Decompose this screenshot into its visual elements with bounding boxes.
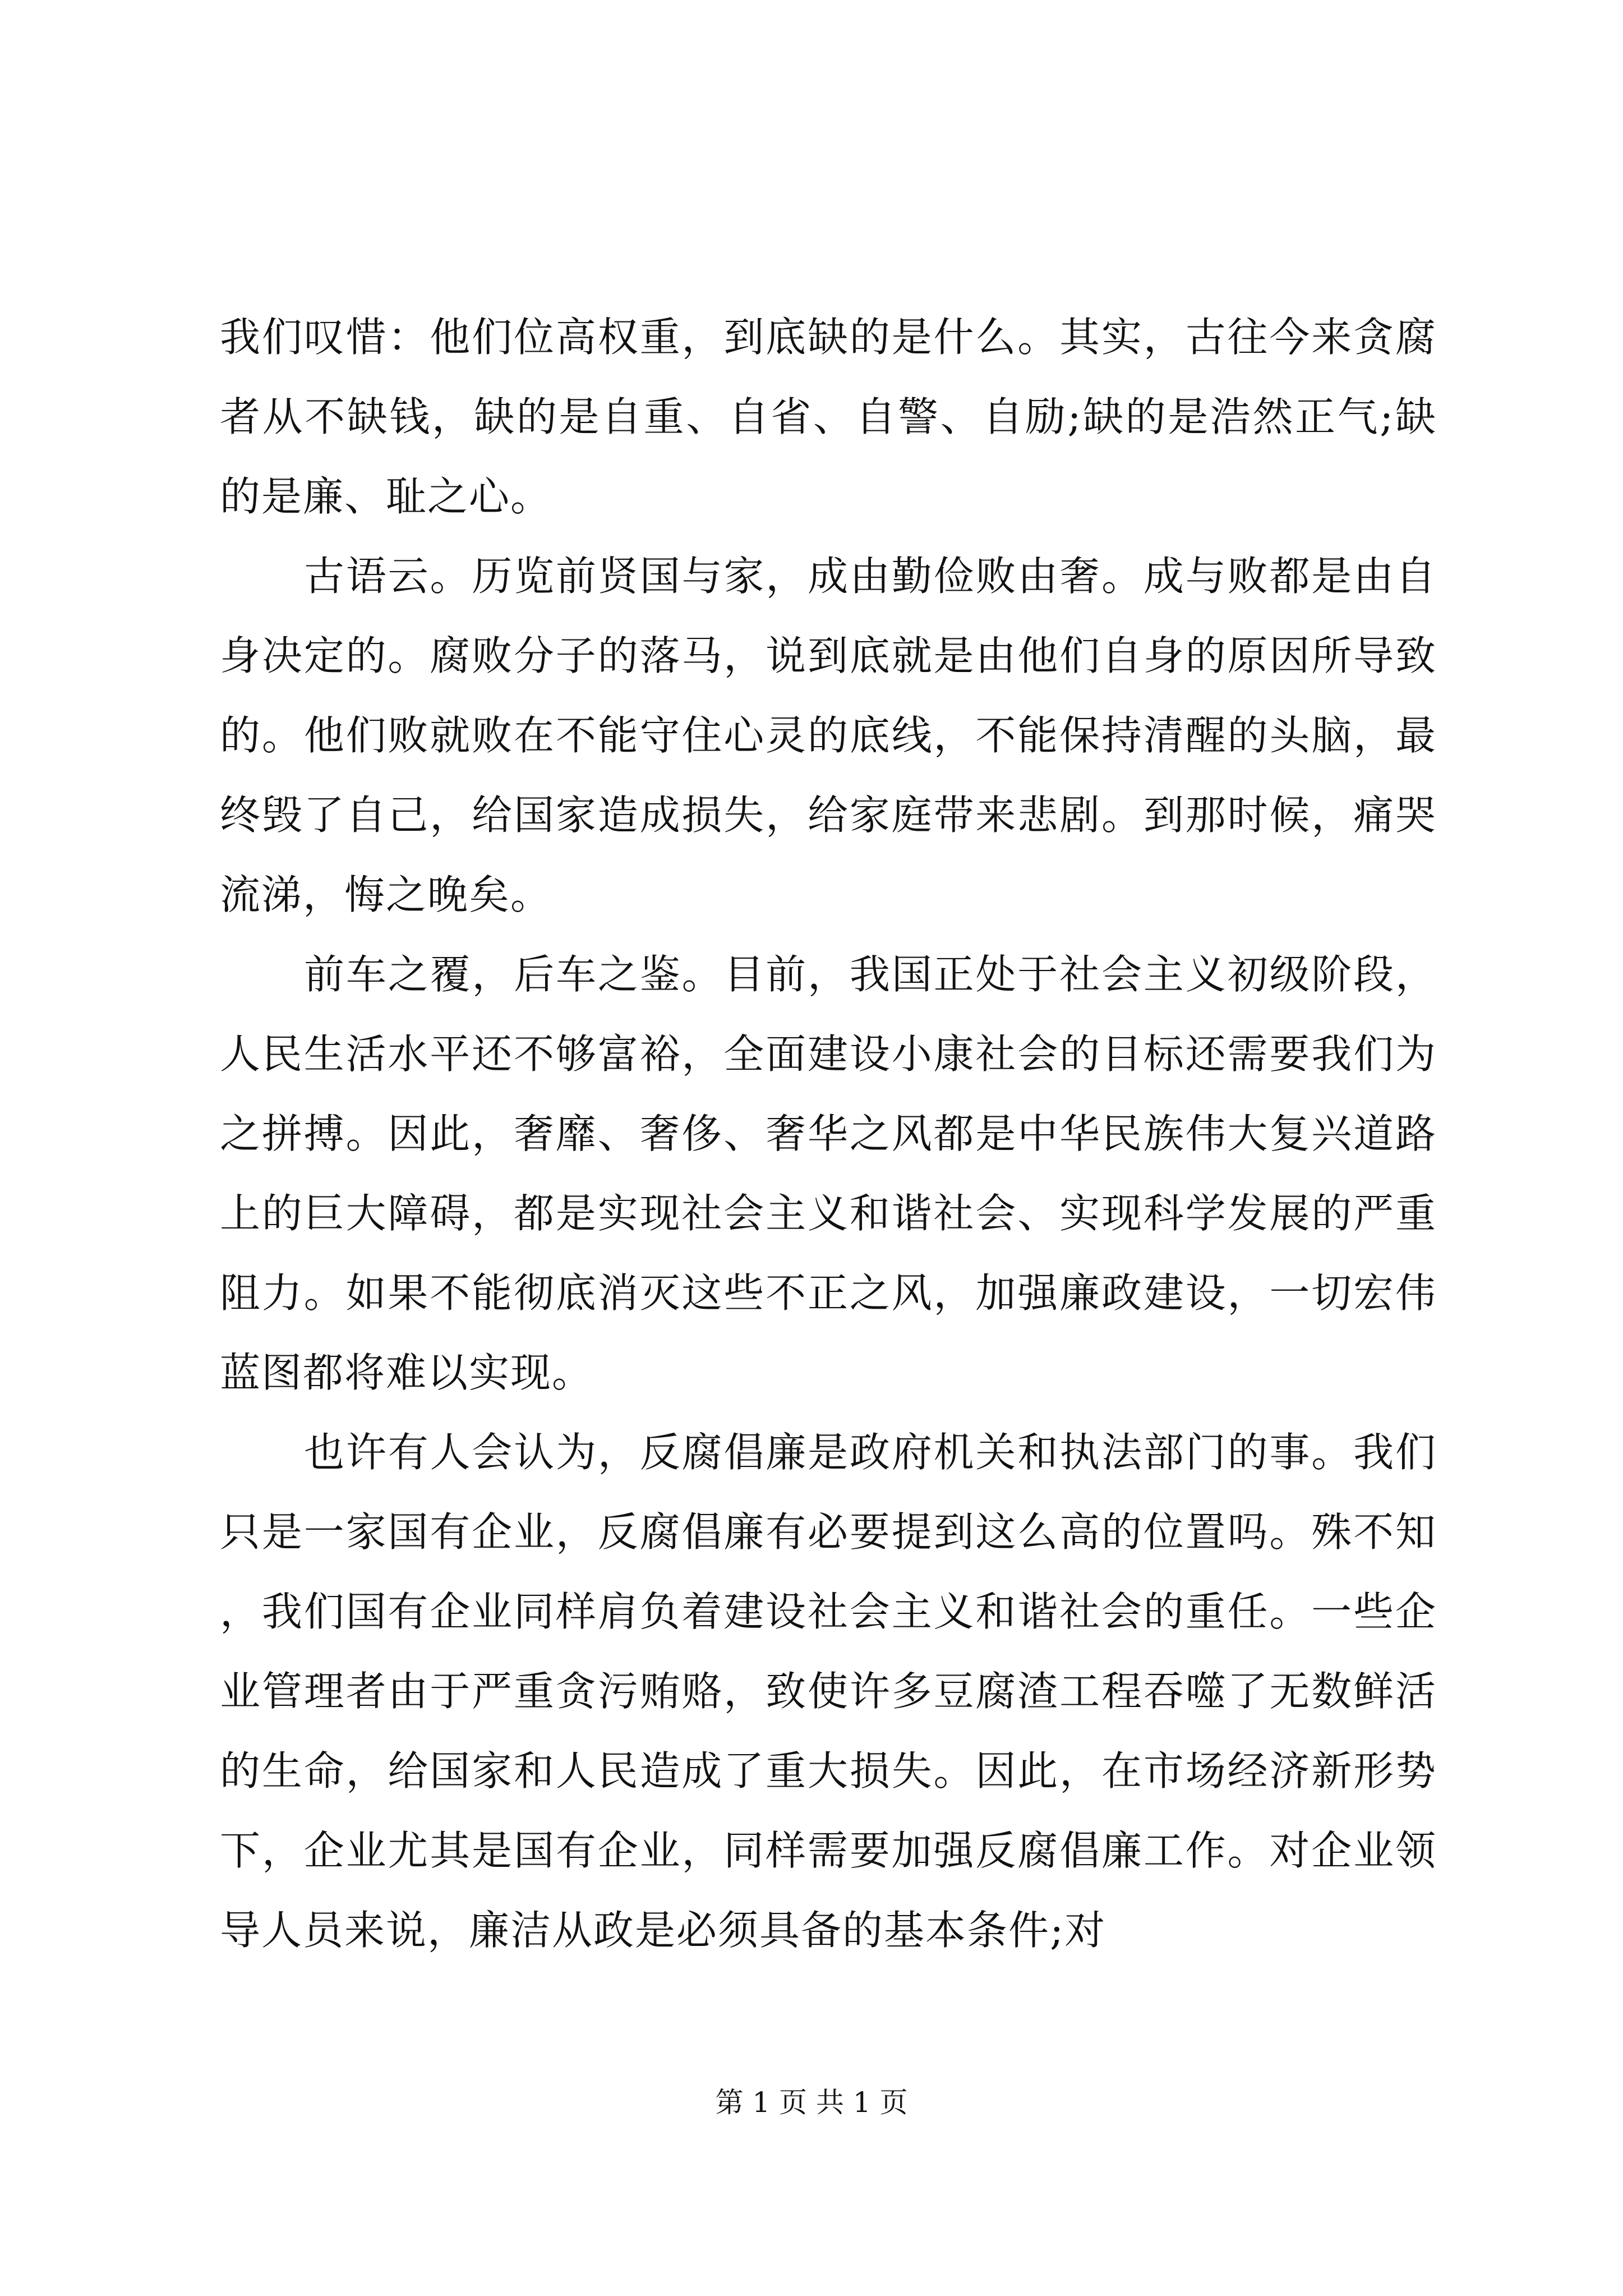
paragraph-3: 前车之覆，后车之鉴。目前，我国正处于社会主义初级阶段，人民生活水平还不够富裕，全面建设小康社会的目标还需要我们为之拼搏。因此，奢靡、奢侈、奢华之风都是中华民族伟大复兴道路上的巨大障碍，都是实现社会主义和谐社会、实现科学发展的严重阻力。如果不能彻底消灭这些不正之风，加强廉政建设，一切宏伟蓝图都将难以实现。 — [220, 951, 1437, 1396]
page-footer: 第 1 页 共 1 页 — [715, 2086, 908, 2119]
document-body — [220, 297, 1437, 1970]
paragraph-2: 古语云。历览前贤国与家，成由勤俭败由奢。成与败都是由自身决定的。腐败分子的落马，说到底就是由他们自身的原因所导致的。他们败就败在不能守住心灵的底线，不能保持清醒的头脑，最终毁了自己，给国家造成损失，给家庭带来悲剧。到那时候，痛哭流涕，悔之晚矣。 — [220, 553, 1437, 918]
paragraph-1: 我们叹惜：他们位高权重，到底缺的是什么。其实，古往今来贪腐者从不缺钱，缺的是自重、自省、自警、自励;缺的是浩然正气;缺的是廉、耻之心。 — [220, 314, 1437, 520]
paragraph-4: 也许有人会认为，反腐倡廉是政府机关和执法部门的事。我们只是一家国有企业，反腐倡廉有必要提到这么高的位置吗。殊不知，我们国有企业同样肩负着建设社会主义和谐社会的重任。一些企业管理者由于严重贪污贿赂，致使许多豆腐渣工程吞噬了无数鲜活的生命，给国家和人民造成了重大损失。因此，在市场经济新形势下，企业尤其是国有企业，同样需要加强反腐倡廉工作。对企业领导人员来说，廉洁从政是必须具备的基本条件;对 — [220, 1429, 1437, 1954]
